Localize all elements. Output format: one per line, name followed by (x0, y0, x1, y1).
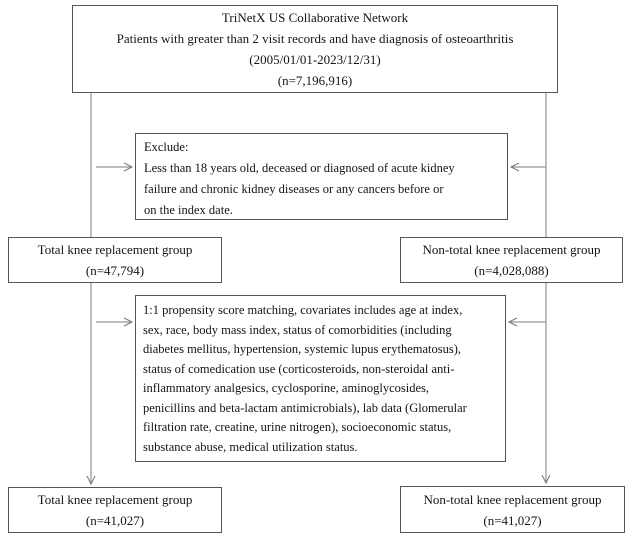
matching-line: 1:1 propensity score matching, covariates includes age at index, (143, 303, 463, 317)
matching-line: substance abuse, medical utilization status. (143, 439, 358, 454)
exclude-title: Exclude: (144, 140, 189, 154)
matching-line: inflammatory analgesics, cyclosporine, aminoglycosides, (143, 381, 430, 395)
matching-line: filtration rate, creatine, urine nitrogen), socioeconomic status, (143, 420, 452, 434)
exclude-line: on the index date. (144, 203, 233, 217)
exclusion-criteria-box (135, 133, 508, 220)
matching-line: status of comedication use (corticosteroids, non-steroidal anti- (143, 361, 455, 376)
source-network-name: TriNetX US Collaborative Network (221, 10, 409, 25)
tkr-group-box (8, 237, 222, 283)
non-tkr-group-box (400, 237, 623, 283)
source-criteria: Patients with greater than 2 visit records and have diagnosis of osteoarthritis (116, 31, 514, 46)
matching-line: penicillins and beta-lactam antimicrobials), lab data (Glomerular (143, 400, 467, 415)
matching-line: diabetes mellitus, hypertension, systemic lupus erythematosus), (143, 342, 461, 356)
tkr-group-count: (n=47,794) (85, 263, 145, 278)
non-tkr-group-name: Non-total knee replacement group (422, 242, 601, 257)
tkr-matched-count: (n=41,027) (85, 513, 145, 528)
exclude-line: Less than 18 years old, deceased or diagnosed of acute kidney (144, 161, 455, 175)
tkr-matched-box (8, 487, 222, 533)
source-date-range: (2005/01/01-2023/12/31) (249, 52, 381, 67)
propensity-matching-box (135, 295, 506, 462)
tkr-group-name: Total knee replacement group (37, 242, 193, 257)
tkr-matched-name: Total knee replacement group (37, 492, 193, 507)
source-population-box (72, 5, 558, 93)
non-tkr-group-count: (n=4,028,088) (474, 263, 549, 278)
source-count: (n=7,196,916) (277, 73, 353, 88)
matching-line: sex, race, body mass index, status of comorbidities (including (143, 322, 452, 337)
non-tkr-matched-name: Non-total knee replacement group (423, 491, 602, 507)
exclude-line: failure and chronic kidney diseases or any cancers before or (144, 182, 444, 196)
non-tkr-matched-count: (n=41,027) (483, 512, 542, 528)
non-tkr-matched-box (400, 486, 625, 533)
